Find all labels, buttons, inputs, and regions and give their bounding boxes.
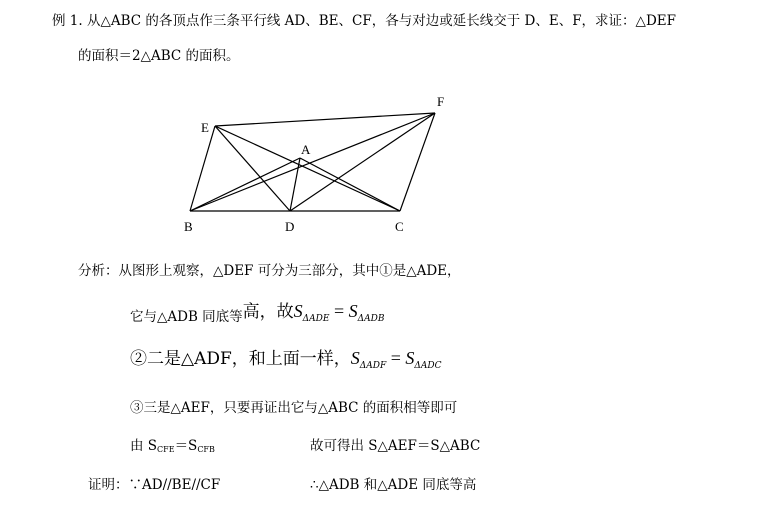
part2-S2: S [405,348,415,368]
part1-S1-sub: ΔADE [302,314,330,324]
part2-S1-sub: ΔADF [359,361,387,371]
part1-S1: S [293,301,303,321]
label-E: E [201,120,209,135]
by-sub-2: CFB [197,445,215,454]
analysis-part-3: ③三是△AEF，只要再证出它与△ABC 的面积相等即可 [130,400,458,416]
part2-S1: S [350,348,360,368]
problem-line-2: 的面积＝2△ABC 的面积。 [78,48,240,64]
segment-AC [300,158,400,211]
part2-S2-sub: ΔADC [414,361,442,371]
part1-S2: S [348,301,358,321]
by-sub-1: CFE [157,445,175,454]
proof-conclusion: ∴△ADB 和△ADE 同底等高 [310,477,477,493]
segment-EB [190,126,215,211]
label-B: B [184,219,193,234]
part1-S2-sub: ΔADB [357,314,385,324]
problem-line-1: 例 1. 从△ABC 的各顶点作三条平行线 AD、BE、CF，各与对边或延长线交于 D、E、F，求证：△DEF [52,13,676,29]
analysis-part-2 [130,349,442,375]
analysis-therefore: 故可得出 S△AEF＝S△ABC [310,438,481,454]
segment-FC [400,113,435,211]
part1-gao: 高，故 [242,302,294,322]
part2-prefix: ②二是△ADF，和上面一样， [130,349,351,369]
part2-eq: = [386,348,406,368]
segment-EC [215,126,400,211]
part1-eq: = [329,301,349,321]
segment-EF [215,113,435,126]
label-F: F [437,94,445,109]
analysis-part-1 [130,302,384,328]
label-C: C [395,219,404,234]
analysis-intro: 分析：从图形上观察，△DEF 可分为三部分，其中①是△ADE， [78,263,461,279]
by-prefix: 由 S [130,438,158,454]
part1-prefix: 它与△ADB 同底等 [130,309,243,325]
analysis-by-line [130,437,215,459]
label-D: D [285,219,295,234]
by-eq: ＝S [174,438,198,454]
segment-AD [290,158,300,211]
proof-label: 证明：∵AD//BE//CF [88,477,221,493]
label-A: A [301,142,311,157]
